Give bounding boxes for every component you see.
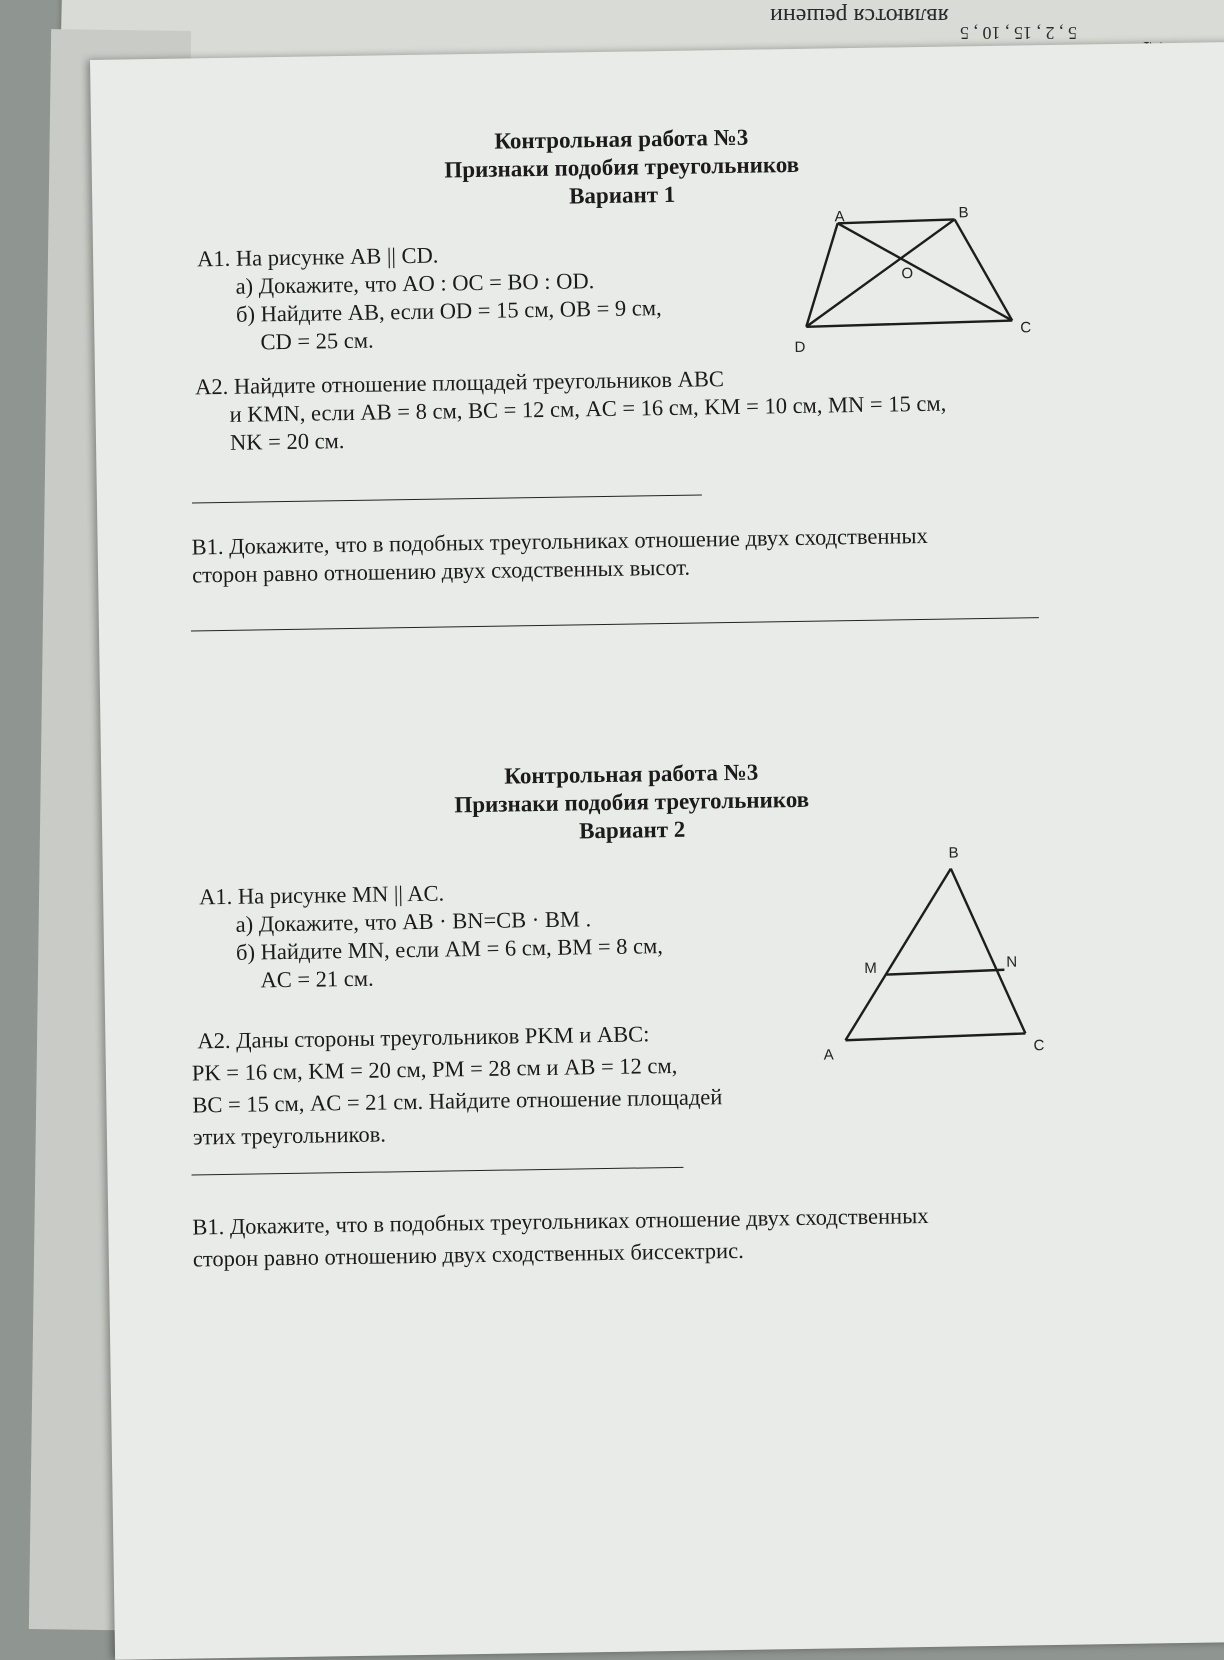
v1-side-cd	[806, 321, 1012, 327]
v2-a1-intro: А1. На рисунке MN || AC.	[198, 880, 445, 910]
v1-label-c: C	[1020, 319, 1032, 337]
v2-title: Контрольная работа №3	[504, 759, 759, 789]
v2-segment-mn	[886, 970, 1004, 975]
v2-a2-line4: этих треугольников.	[192, 1121, 387, 1150]
v1-a1-b: б) Найдите AB, если OD = 15 см, OB = 9 см,	[235, 295, 662, 327]
v1-a2-line1: А2. Найдите отношение площадей треугольников ABC	[194, 366, 725, 400]
v2-b1-line2: сторон равно отношению двух сходственных биссектрис.	[192, 1237, 744, 1272]
v1-b1-line2: сторон равно отношению двух сходственных высот.	[191, 554, 691, 588]
v1-label-b: B	[958, 204, 969, 222]
v1-b1-line1: В1. Докажите, что в подобных треугольниках отношение двух сходственных	[191, 522, 928, 560]
v1-label-o: O	[901, 265, 914, 283]
v1-variant: Вариант 1	[568, 181, 676, 209]
v2-label-c: C	[1033, 1037, 1045, 1055]
v1-side-ab	[838, 219, 955, 223]
v2-a1-a: а) Докажите, что AB · BN=CB · BM .	[235, 906, 592, 937]
v1-diagonal-ac	[838, 221, 1013, 324]
v1-label-d: D	[794, 338, 806, 356]
v1-a1-b2: CD = 25 см.	[260, 327, 374, 355]
v2-label-b: B	[948, 844, 959, 862]
v1-divider-1	[192, 494, 702, 503]
v1-side-ad	[805, 223, 840, 327]
v2-side-ac	[845, 1033, 1025, 1040]
v2-subtitle: Признаки подобия треугольников	[454, 786, 810, 818]
v1-trapezoid-figure	[792, 195, 1054, 359]
v1-side-bc	[955, 219, 1013, 322]
v1-subtitle: Признаки подобия треугольников	[444, 151, 800, 183]
v2-label-m: M	[864, 959, 877, 977]
v2-a1-b2: AC = 21 см.	[260, 965, 374, 993]
v2-side-ab	[843, 869, 954, 1041]
v2-side-bc	[951, 867, 1026, 1034]
v2-variant: Вариант 2	[578, 816, 686, 844]
v1-diagonal-bd	[805, 219, 957, 326]
v1-divider-2	[191, 617, 1039, 631]
v1-label-a: A	[834, 208, 845, 226]
v2-b1-line1: В1. Докажите, что в подобных треугольниках отношение двух сходственных	[192, 1202, 929, 1240]
v1-a1-a: а) Докажите, что AO : OC = BO : OD.	[235, 268, 595, 299]
v1-a2-line2: и KMN, если AB = 8 см, BC = 12 см, AC = 16 см, KM = 10 см, MN = 15 см,	[229, 390, 947, 427]
v2-a1-b: б) Найдите MN, если AM = 6 см, BM = 8 см,	[235, 933, 664, 965]
v2-triangle-figure	[832, 845, 1065, 1049]
v2-label-n: N	[1006, 953, 1018, 971]
v1-a2-line3: NK = 20 см.	[229, 428, 345, 455]
v1-a1-intro: А1. На рисунке AB || CD.	[196, 242, 439, 272]
worksheet-page	[90, 42, 1224, 1660]
v2-a2-line1: А2. Даны стороны треугольников PKM и ABC:	[197, 1021, 650, 1054]
v2-divider-1	[192, 1167, 684, 1176]
background-text-1: являются решени	[770, 3, 949, 29]
v2-a2-line2: PK = 16 см, KM = 20 см, PM = 28 см и AB = 12 см,	[191, 1052, 678, 1086]
v1-title: Контрольная работа №3	[494, 124, 749, 154]
v2-label-a: A	[823, 1046, 834, 1064]
v2-a2-line3: BC = 15 см, AC = 21 см. Найдите отношение площадей	[192, 1084, 723, 1118]
background-fractions: 5 , 2 , 15 , 10 , 5	[960, 23, 1077, 43]
